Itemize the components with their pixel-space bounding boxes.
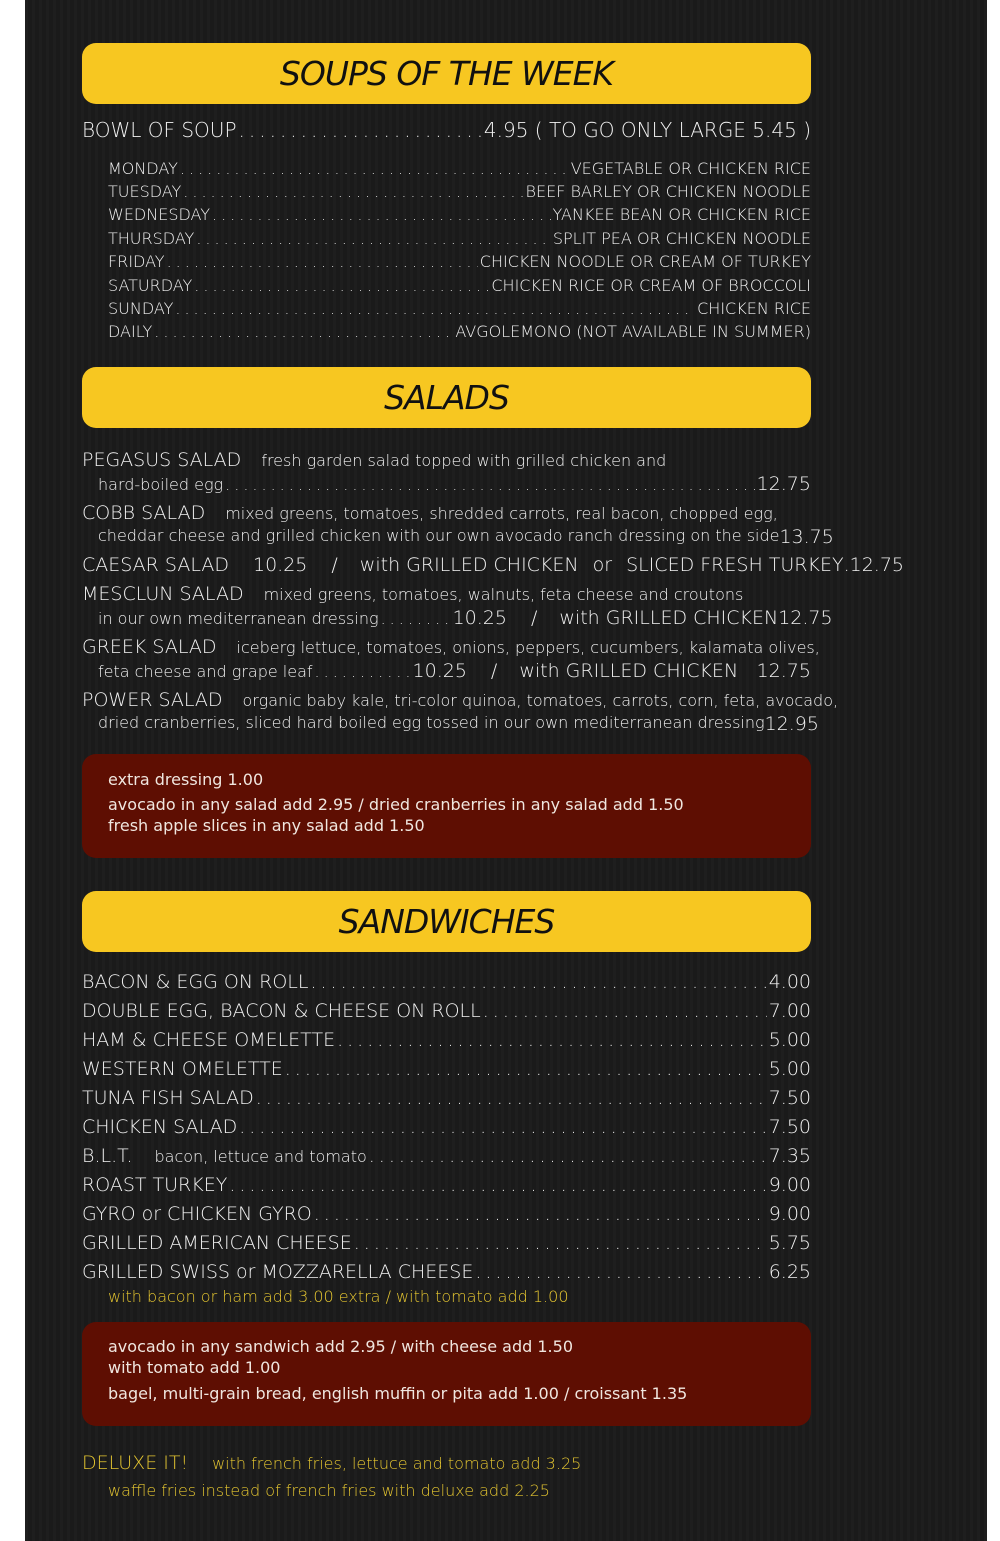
sandwich-row <box>82 1145 811 1167</box>
leader-dots <box>175 299 695 318</box>
cobb-salad-row <box>98 526 834 548</box>
sandwich-extra-line: bagel, multi-grain bread, english muffin or pita add 1.00 / croissant 1.35 <box>108 1384 688 1403</box>
salad-price: 12.75 <box>756 660 811 682</box>
salad-name: POWER SALAD <box>82 689 223 711</box>
caesar-salad-line <box>82 554 904 576</box>
deluxe-label: DELUXE IT! <box>82 1452 189 1474</box>
sandwich-row <box>82 1058 811 1080</box>
soup-day-row <box>108 299 811 318</box>
sandwich-name: HAM & CHEESE OMELETTE <box>82 1029 336 1051</box>
waffle-line: waffle fries instead of french fries with deluxe add 2.25 <box>108 1481 550 1500</box>
power-salad-row <box>98 713 819 735</box>
sandwich-row <box>82 971 811 993</box>
menu-board <box>25 0 987 1541</box>
sandwich-row <box>82 1000 811 1022</box>
bowl-label: BOWL OF SOUP <box>82 118 237 142</box>
salad-name: GREEK SALAD <box>82 636 217 658</box>
sandwich-row <box>82 1029 811 1051</box>
sandwich-price: 5.00 <box>768 1029 811 1051</box>
salad-option: SLICED FRESH TURKEY <box>626 554 844 576</box>
sandwich-extras-box <box>82 1322 811 1426</box>
soup-day: SUNDAY <box>108 299 174 318</box>
leader-dots <box>154 322 453 341</box>
sandwich-name: GRILLED AMERICAN CHEESE <box>82 1232 352 1254</box>
soup-day-row <box>108 159 811 178</box>
sandwich-name: BACON & EGG ON ROLL <box>82 971 309 993</box>
leader-dots <box>167 252 478 271</box>
pegasus-salad-row <box>98 473 811 495</box>
soup-day: FRIDAY <box>108 252 165 271</box>
salad-option-or: or <box>592 554 613 576</box>
soup-day-row <box>108 205 811 224</box>
leader-dots <box>369 1145 767 1167</box>
salad-extra-line: extra dressing 1.00 <box>108 770 264 789</box>
soup-day-row <box>108 322 811 341</box>
cobb-salad-line <box>82 502 778 524</box>
soup-day: DAILY <box>108 322 153 341</box>
sandwich-row <box>82 1174 811 1196</box>
soup-day: TUESDAY <box>108 182 182 201</box>
soup-name: YANKEE BEAN OR CHICKEN RICE <box>552 205 811 224</box>
salad-extra-line: fresh apple slices in any salad add 1.50 <box>108 816 425 835</box>
leader-dots <box>475 1261 766 1283</box>
greek-salad-line <box>82 636 820 658</box>
salad-desc: iceberg lettuce, tomatoes, onions, peppers, cucumbers, kalamata olives, <box>236 638 820 657</box>
sandwich-price: 5.75 <box>768 1232 811 1254</box>
salad-desc: organic baby kale, tri-color quinoa, tomatoes, carrots, corn, feta, avocado, <box>242 691 839 710</box>
salad-desc-cont: feta cheese and grape leaf <box>98 662 313 681</box>
leader-dots <box>285 1058 767 1080</box>
soup-name: CHICKEN NOODLE OR CREAM OF TURKEY <box>479 252 811 271</box>
leader-dots <box>337 1029 767 1051</box>
salad-name: MESCLUN SALAD <box>82 583 244 605</box>
sandwich-price: 4.00 <box>768 971 811 993</box>
bowl-price: 4.95 ( TO GO ONLY LARGE 5.45 ) <box>483 118 811 142</box>
leader-dots <box>196 229 551 248</box>
salad-price: 10.25 <box>412 660 467 682</box>
power-salad-line <box>82 689 838 711</box>
leader-dots <box>354 1232 767 1254</box>
leader-dots <box>239 1116 766 1138</box>
leader-dots <box>194 276 489 295</box>
leader-dots <box>483 1000 767 1022</box>
soup-day: THURSDAY <box>108 229 195 248</box>
sandwich-extra-line: with tomato add 1.00 <box>108 1358 281 1377</box>
sandwich-row <box>82 1232 811 1254</box>
sandwich-row <box>82 1261 811 1283</box>
leader-dots <box>256 1087 767 1109</box>
deluxe-text: with french fries, lettuce and tomato add 3.25 <box>212 1454 582 1473</box>
salad-option: with GRILLED CHICKEN <box>359 554 579 576</box>
leader-dots <box>381 609 451 628</box>
swiss-note: with bacon or ham add 3.00 extra / with tomato add 1.00 <box>108 1287 569 1306</box>
leader-dots <box>183 182 523 201</box>
salad-price: .12.75 <box>843 554 904 576</box>
salad-price: 12.75 <box>778 607 833 629</box>
sandwich-name: GRILLED SWISS or MOZZARELLA CHEESE <box>82 1261 474 1283</box>
sandwich-name: CHICKEN SALAD <box>82 1116 238 1138</box>
leader-dots <box>315 662 411 681</box>
soup-name: CHICKEN RICE OR CREAM OF BROCCOLI <box>491 276 811 295</box>
salad-price: 10.25 <box>252 554 308 576</box>
mesclun-salad-line <box>82 583 743 605</box>
sandwich-name: DOUBLE EGG, BACON & CHEESE ON ROLL <box>82 1000 481 1022</box>
sandwich-row <box>82 1203 811 1225</box>
separator: / <box>490 660 498 682</box>
separator: / <box>331 554 338 576</box>
salad-desc-cont: dried cranberries, sliced hard boiled egg tossed in our own mediterranean dressing <box>98 713 765 732</box>
salad-desc: mixed greens, tomatoes, shredded carrots, real bacon, chopped egg, <box>225 504 778 523</box>
pegasus-salad-line <box>82 449 666 471</box>
salad-desc-cont: in our own mediterranean dressing <box>98 609 379 628</box>
soups-title: SOUPS OF THE WEEK <box>279 54 614 93</box>
soup-day-row <box>108 276 811 295</box>
soup-name: AVGOLEMONO (NOT AVAILABLE IN SUMMER) <box>455 322 811 341</box>
salad-name: PEGASUS SALAD <box>82 449 242 471</box>
salad-price: 10.25 <box>452 607 507 629</box>
salad-desc: fresh garden salad topped with grilled chicken and <box>261 451 667 470</box>
sandwich-name: TUNA FISH SALAD <box>82 1087 254 1109</box>
leader-dots <box>180 159 569 178</box>
sandwich-name: GYRO or CHICKEN GYRO <box>82 1203 312 1225</box>
bowl-of-soup-row <box>82 118 811 142</box>
salad-extra-line: avocado in any salad add 2.95 / dried cranberries in any salad add 1.50 <box>108 795 684 814</box>
leader-dots <box>239 118 482 142</box>
sandwich-price: 5.00 <box>768 1058 811 1080</box>
sandwich-name: WESTERN OMELETTE <box>82 1058 283 1080</box>
sandwich-price: 9.00 <box>768 1203 811 1225</box>
soup-day-row <box>108 252 811 271</box>
leader-dots <box>229 1174 766 1196</box>
soups-banner <box>82 43 811 104</box>
soup-day-row <box>108 229 811 248</box>
soup-name: VEGETABLE OR CHICKEN RICE <box>570 159 811 178</box>
salad-name: CAESAR SALAD <box>82 554 229 576</box>
salad-desc: mixed greens, tomatoes, walnuts, feta cheese and croutons <box>263 585 744 604</box>
salad-price: 13.75 <box>779 526 834 548</box>
soup-name: SPLIT PEA OR CHICKEN NOODLE <box>552 229 811 248</box>
leader-dots <box>212 205 551 224</box>
sandwich-extra-line: avocado in any sandwich add 2.95 / with cheese add 1.50 <box>108 1337 573 1356</box>
sandwich-name: ROAST TURKEY <box>82 1174 228 1196</box>
sandwich-price: 7.00 <box>768 1000 811 1022</box>
leader-dots <box>314 1203 767 1225</box>
salads-banner <box>82 367 811 428</box>
sandwich-price: 6.25 <box>768 1261 811 1283</box>
salad-price: 12.95 <box>764 713 819 735</box>
greek-salad-row <box>98 660 811 682</box>
sandwich-row <box>82 1087 811 1109</box>
salad-desc-cont: hard-boiled egg <box>98 475 224 494</box>
sandwich-desc: bacon, lettuce and tomato <box>154 1147 367 1166</box>
sandwich-price: 7.50 <box>768 1116 811 1138</box>
soup-day: WEDNESDAY <box>108 205 210 224</box>
leader-dots <box>225 475 754 494</box>
sandwich-price: 7.35 <box>768 1145 811 1167</box>
soup-day: MONDAY <box>108 159 178 178</box>
sandwiches-title: SANDWICHES <box>338 902 555 941</box>
salad-price: 12.75 <box>756 473 811 495</box>
sandwich-row <box>82 1116 811 1138</box>
soup-day-row <box>108 182 811 201</box>
salads-title: SALADS <box>384 378 509 417</box>
soup-day: SATURDAY <box>108 276 193 295</box>
salad-desc-cont: cheddar cheese and grilled chicken with our own avocado ranch dressing on the side <box>98 526 780 545</box>
soup-name: BEEF BARLEY OR CHICKEN NOODLE <box>525 182 811 201</box>
separator: / <box>530 607 538 629</box>
salad-option: with GRILLED CHICKEN <box>559 607 779 629</box>
salad-extras-box <box>82 754 811 858</box>
sandwich-price: 9.00 <box>768 1174 811 1196</box>
salad-option: with GRILLED CHICKEN <box>519 660 739 682</box>
sandwich-price: 7.50 <box>768 1087 811 1109</box>
sandwiches-banner <box>82 891 811 952</box>
soup-name: CHICKEN RICE <box>697 299 811 318</box>
salad-name: COBB SALAD <box>82 502 206 524</box>
deluxe-line <box>82 1452 581 1474</box>
leader-dots <box>310 971 766 993</box>
mesclun-salad-row <box>98 607 833 629</box>
sandwich-name: B.L.T. <box>82 1145 133 1167</box>
